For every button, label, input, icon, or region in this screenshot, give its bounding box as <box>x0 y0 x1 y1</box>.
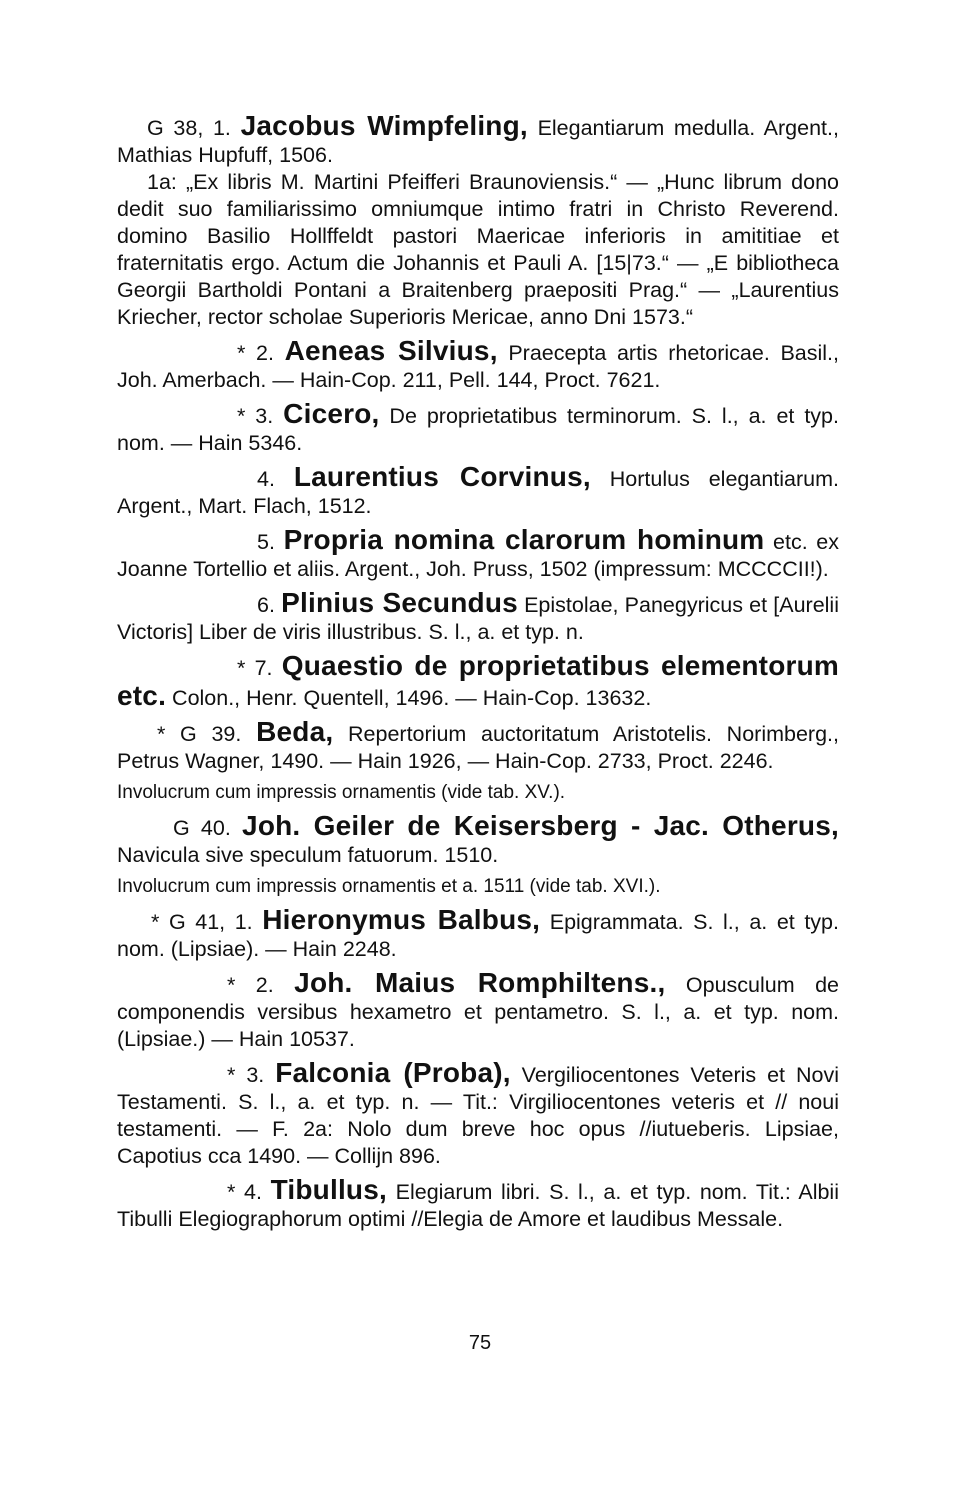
entry-heading: Laurentius Corvinus, <box>293 461 591 492</box>
entry-heading: Jacobus Wimpfeling, <box>240 110 528 141</box>
entry-text: De proprietatibus terminorum. S. l., a. et typ. nom. — Hain 5346. <box>117 404 839 455</box>
entry-heading: Joh. Geiler de Keisersberg - Jac. Otherus, <box>242 810 839 841</box>
entry-prefix: * 2. <box>227 973 274 997</box>
entry-text: Praecepta artis rhetoricae. Basil., Joh. Amerbach. — Hain-Cop. 211, Pell. 144, Proct. 7621. <box>117 341 839 392</box>
text-column <box>117 112 839 1233</box>
entry-6 <box>117 589 839 646</box>
entry-2 <box>117 337 839 394</box>
entry-prefix: 5. <box>257 530 275 554</box>
entry-prefix: * G 41, 1. <box>151 910 253 934</box>
entry-text: Elegiarum libri. S. l., a. et typ. nom. Tit.: Albii Tibulli Elegiographorum optimi //Elegia de Amore et laudibus Messale. <box>117 1180 839 1231</box>
entry-text: Repertorium auctoritatum Aristotelis. Norimberg., Petrus Wagner, 1490. — Hain 1926, — Hain-Cop. 2733, Proct. 2246. <box>117 722 839 773</box>
entry-heading: Hieronymus Balbus, <box>262 904 541 935</box>
entry-g41-3 <box>117 1059 839 1170</box>
binding-note: Involucrum cum impressis ornamentis et a. 1511 (vide tab. XVI.). <box>117 876 661 897</box>
entry-prefix: 4. <box>257 467 275 491</box>
entry-g39 <box>117 718 839 775</box>
entry-heading: Cicero, <box>283 398 380 429</box>
entry-heading: Beda, <box>256 716 334 747</box>
entry-text: Vergiliocentones Veteris et Novi Testamenti. S. l., a. et typ. n. — Tit.: Virgiliocentones veteris et // noui testamenti. — F. 2a: Nolo dum breve hoc opus //iutueberis. Lipsiae, Capotius cca 1490. — Collijn 896. <box>117 1063 839 1168</box>
entry-5 <box>117 526 839 583</box>
entry-text: Colon., Henr. Quentell, 1496. — Hain-Cop. 13632. <box>166 686 652 710</box>
entry-text: Elegantiarum medulla. Argent., Mathias Hupfuff, 1506. <box>117 116 839 167</box>
binding-note: Involucrum cum impressis ornamentis (vide tab. XV.). <box>117 782 566 803</box>
entry-prefix: * 3. <box>237 404 274 428</box>
entry-heading: Aeneas Silvius, <box>284 335 498 366</box>
entry-heading: Plinius Secundus <box>281 587 518 618</box>
entry-g41-2 <box>117 969 839 1053</box>
entry-7 <box>117 652 839 712</box>
entry-heading: Quaestio de proprietatibus elementorum etc. <box>117 650 839 711</box>
page-number: 75 <box>468 1332 492 1354</box>
entry-prefix: * 4. <box>227 1180 262 1204</box>
entry-text: Epistolae, Panegyricus et [Aurelii Victoris] Liber de viris illustribus. S. l., a. et typ. n. <box>117 593 839 644</box>
entry-heading: Falconia (Proba), <box>275 1057 511 1088</box>
entry-prefix: G 38, 1. <box>147 116 231 140</box>
entry-text: etc. ex Joanne Tortellio et aliis. Argent., Joh. Pruss, 1502 (impressum: MCCCCII!). <box>117 530 840 581</box>
entry-g41-4 <box>117 1176 839 1233</box>
entry-heading: Propria nomina clarorum hominum <box>283 524 765 555</box>
entry-text: Opusculum de componendis versibus hexametro et pentametro. S. l., a. et typ. nom. (Lipsiae.) — Hain 10537. <box>117 973 839 1051</box>
entry-g40 <box>117 812 839 869</box>
entry-text: Hortulus elegantiarum. Argent., Mart. Flach, 1512. <box>117 467 839 518</box>
entry-prefix: * G 39. <box>157 722 242 746</box>
entry-heading: Tibullus, <box>270 1174 387 1205</box>
entry-prefix: 6. <box>257 593 275 617</box>
entry-g41-1 <box>117 906 839 963</box>
provenance-note: 1a: „Ex libris M. Martini Pfeifferi Braunoviensis.“ — „Hunc librum dono dedit suo familiarissimo omniumque intimo fratri in Christo Reverend. domino Basilio Hollffeldt pastori Maericae inferioris in amititiae et fraternitatis ergo. Actum die Johannis et Pauli A. [15|73.“ — „E bibliotheca Georgii Bartholdi Pontani a Braitenberg praepositi Prag.“ — „Laurentius Kriecher, rector scholae Superioris Mericae, anno Dni 1573.“ <box>117 170 839 329</box>
entry-prefix: * 2. <box>237 341 274 365</box>
entry-prefix: * 3. <box>227 1063 265 1087</box>
entry-g38-1 <box>117 112 839 169</box>
entry-prefix: G 40. <box>173 816 231 840</box>
entry-prefix: * 7. <box>237 656 273 680</box>
entry-3 <box>117 400 839 457</box>
entry-text: Epigrammata. S. l., a. et typ. nom. (Lipsiae). — Hain 2248. <box>117 910 839 961</box>
entry-text: Navicula sive speculum fatuorum. 1510. <box>117 843 499 867</box>
entry-heading: Joh. Maius Romphiltens., <box>294 967 666 998</box>
entry-4 <box>117 463 839 520</box>
